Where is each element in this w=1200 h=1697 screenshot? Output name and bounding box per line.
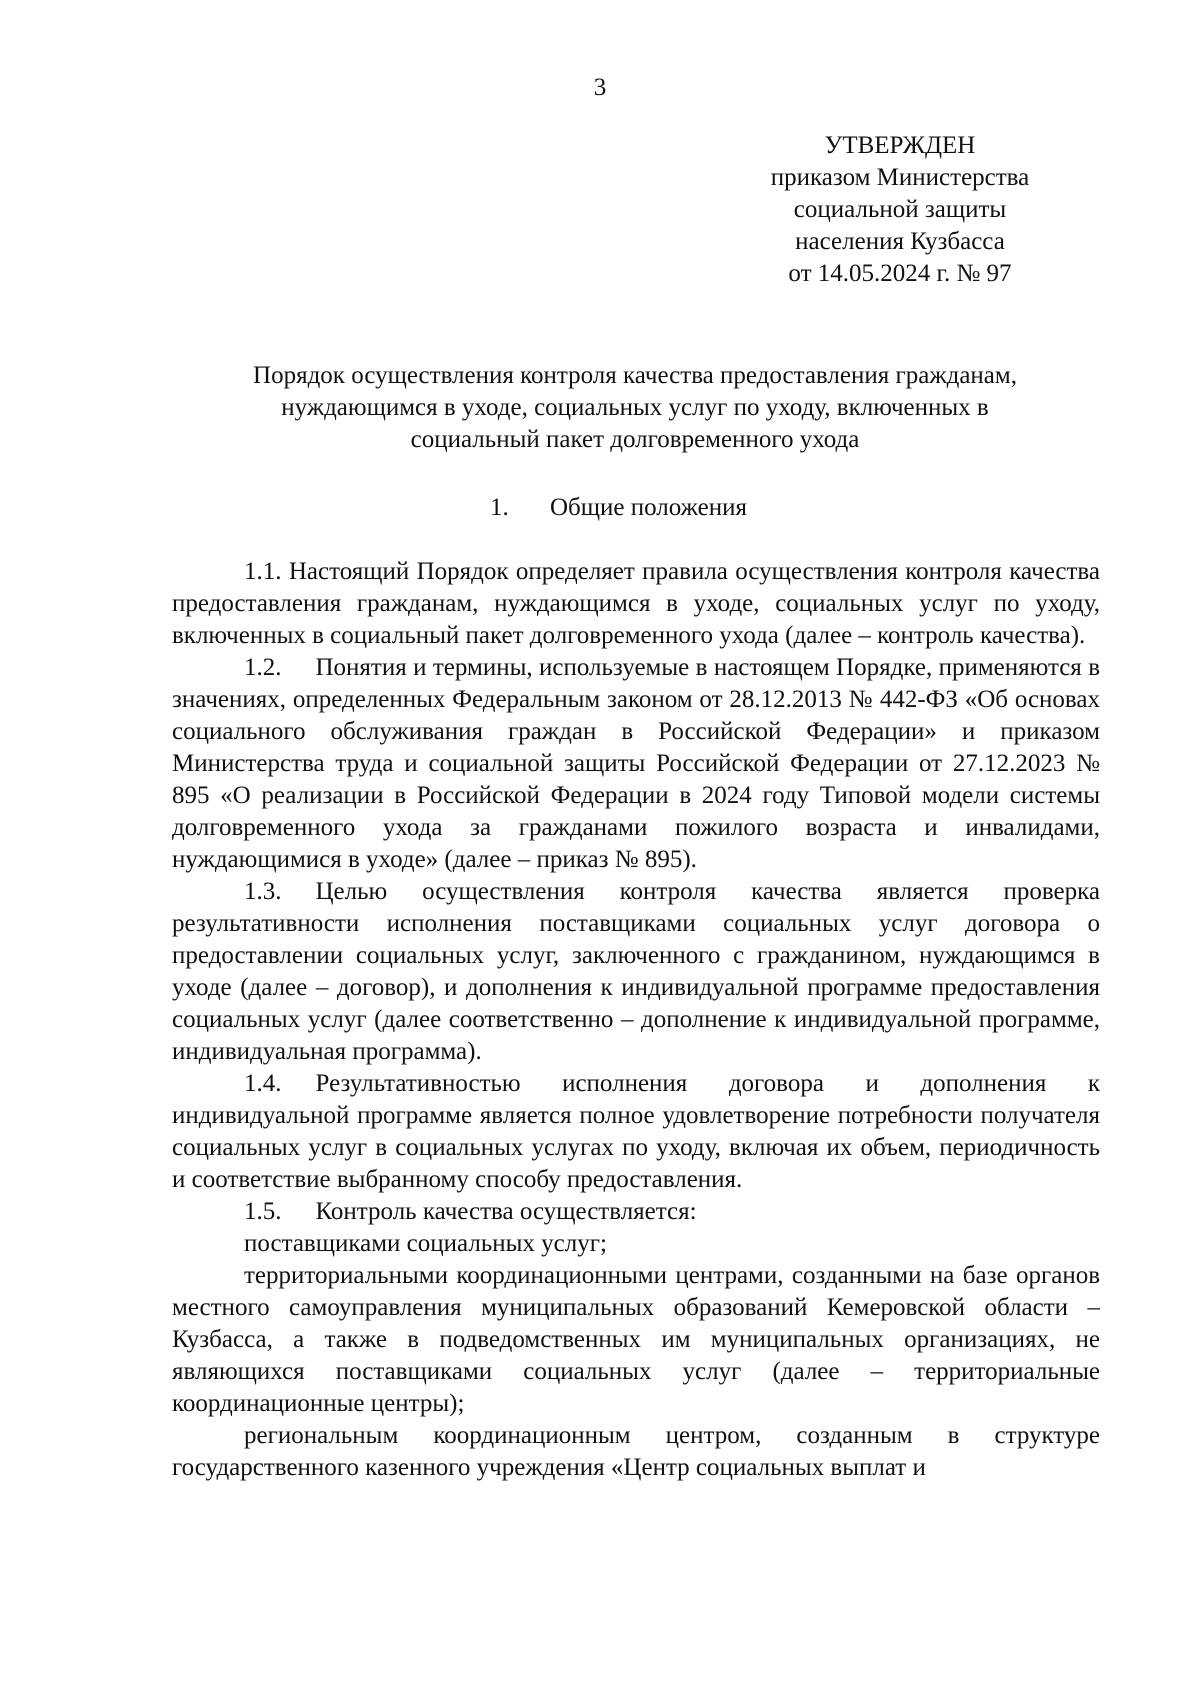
- document-title: [170, 360, 1100, 456]
- paragraph-text: Результативностью исполнения договора и дополнения к индивидуальной программе является полное удовлетворение потребности получателя социальных услуг в социальных услугах по уходу, включая их объем, периодичность и соответствие выбранному способу предоставления.: [172, 1070, 1100, 1193]
- paragraph-1-2: [172, 652, 1100, 876]
- approval-date-line: от 14.05.2024 г. № 97: [788, 260, 1012, 287]
- paragraph-text: региональным координационным центром, созданным в структуре государственного казенного учреждения «Центр социальных выплат и: [172, 1422, 1100, 1481]
- approval-line: социальной защиты: [793, 196, 1007, 223]
- approval-heading: УТВЕРЖДЕН: [824, 132, 976, 159]
- paragraph-number: 1.1.: [244, 558, 282, 585]
- title-line: социальный пакет долговременного ухода: [410, 426, 860, 453]
- approval-line: населения Кузбасса: [795, 228, 1005, 255]
- section-title: Общие положения: [550, 494, 747, 521]
- paragraph-text: территориальными координационными центрами, созданными на базе органов местного самоуправления муниципальных образований Кемеровской области – Кузбасса, а также в подведомственных им муниципальных организациях, не являющихся поставщиками социальных услуг (далее – территориальные координационные центры);: [172, 1262, 1100, 1417]
- document-body: [172, 556, 1100, 1484]
- paragraph-text: Контроль качества осуществляется:: [315, 1198, 697, 1225]
- list-item-territorial-centers: [172, 1260, 1100, 1420]
- list-item-regional-center: [172, 1420, 1100, 1484]
- paragraph-1-3: [172, 876, 1100, 1068]
- title-line: Порядок осуществления контроля качества предоставления гражданам,: [253, 362, 1017, 389]
- paragraph-number: 1.4.: [244, 1070, 282, 1097]
- title-line: нуждающимся в уходе, социальных услуг по уходу, включенных в: [281, 394, 989, 421]
- paragraph-1-1: [172, 556, 1100, 652]
- paragraph-number: 1.3.: [244, 878, 282, 905]
- paragraph-number: 1.2.: [244, 654, 282, 681]
- list-item-providers: [172, 1228, 1100, 1260]
- paragraph-text: Целью осуществления контроля качества является проверка результативности исполнения поставщиками социальных услуг договора о предоставлении социальных услуг, заключенного с гражданином, нуждающимся в уходе (далее – договор), и дополнения к индивидуальной программе предоставления социальных услуг (далее соответственно – дополнение к индивидуальной программе, индивидуальная программа).: [172, 878, 1100, 1065]
- paragraph-1-5: [172, 1196, 1100, 1228]
- section-number: 1.: [490, 494, 509, 521]
- paragraph-number: 1.5.: [244, 1198, 282, 1225]
- paragraph-1-4: [172, 1068, 1100, 1196]
- paragraph-text: Понятия и термины, используемые в настоящем Порядке, применяются в значениях, определенных Федеральным законом от 28.12.2013 № 442-ФЗ «Об основах социального обслуживания граждан в Российской Федерации» и приказом Министерства труда и социальной защиты Российской Федерации от 27.12.2023 № 895 «О реализации в Российской Федерации в 2024 году Типовой модели системы долговременного ухода за гражданами пожилого возраста и инвалидами, нуждающимися в уходе» (далее – приказ № 895).: [172, 654, 1100, 873]
- approval-line: приказом Министерства: [770, 164, 1030, 191]
- section-heading: [490, 492, 747, 524]
- page-number: 3: [593, 74, 607, 101]
- approval-stamp-block: [720, 130, 1080, 290]
- paragraph-text: поставщиками социальных услуг;: [244, 1230, 607, 1257]
- paragraph-text: Настоящий Порядок определяет правила осуществления контроля качества предоставления гражданам, нуждающимся в уходе, социальных услуг по уходу, включенных в социальный пакет долговременного ухода (далее – контроль качества).: [172, 558, 1101, 649]
